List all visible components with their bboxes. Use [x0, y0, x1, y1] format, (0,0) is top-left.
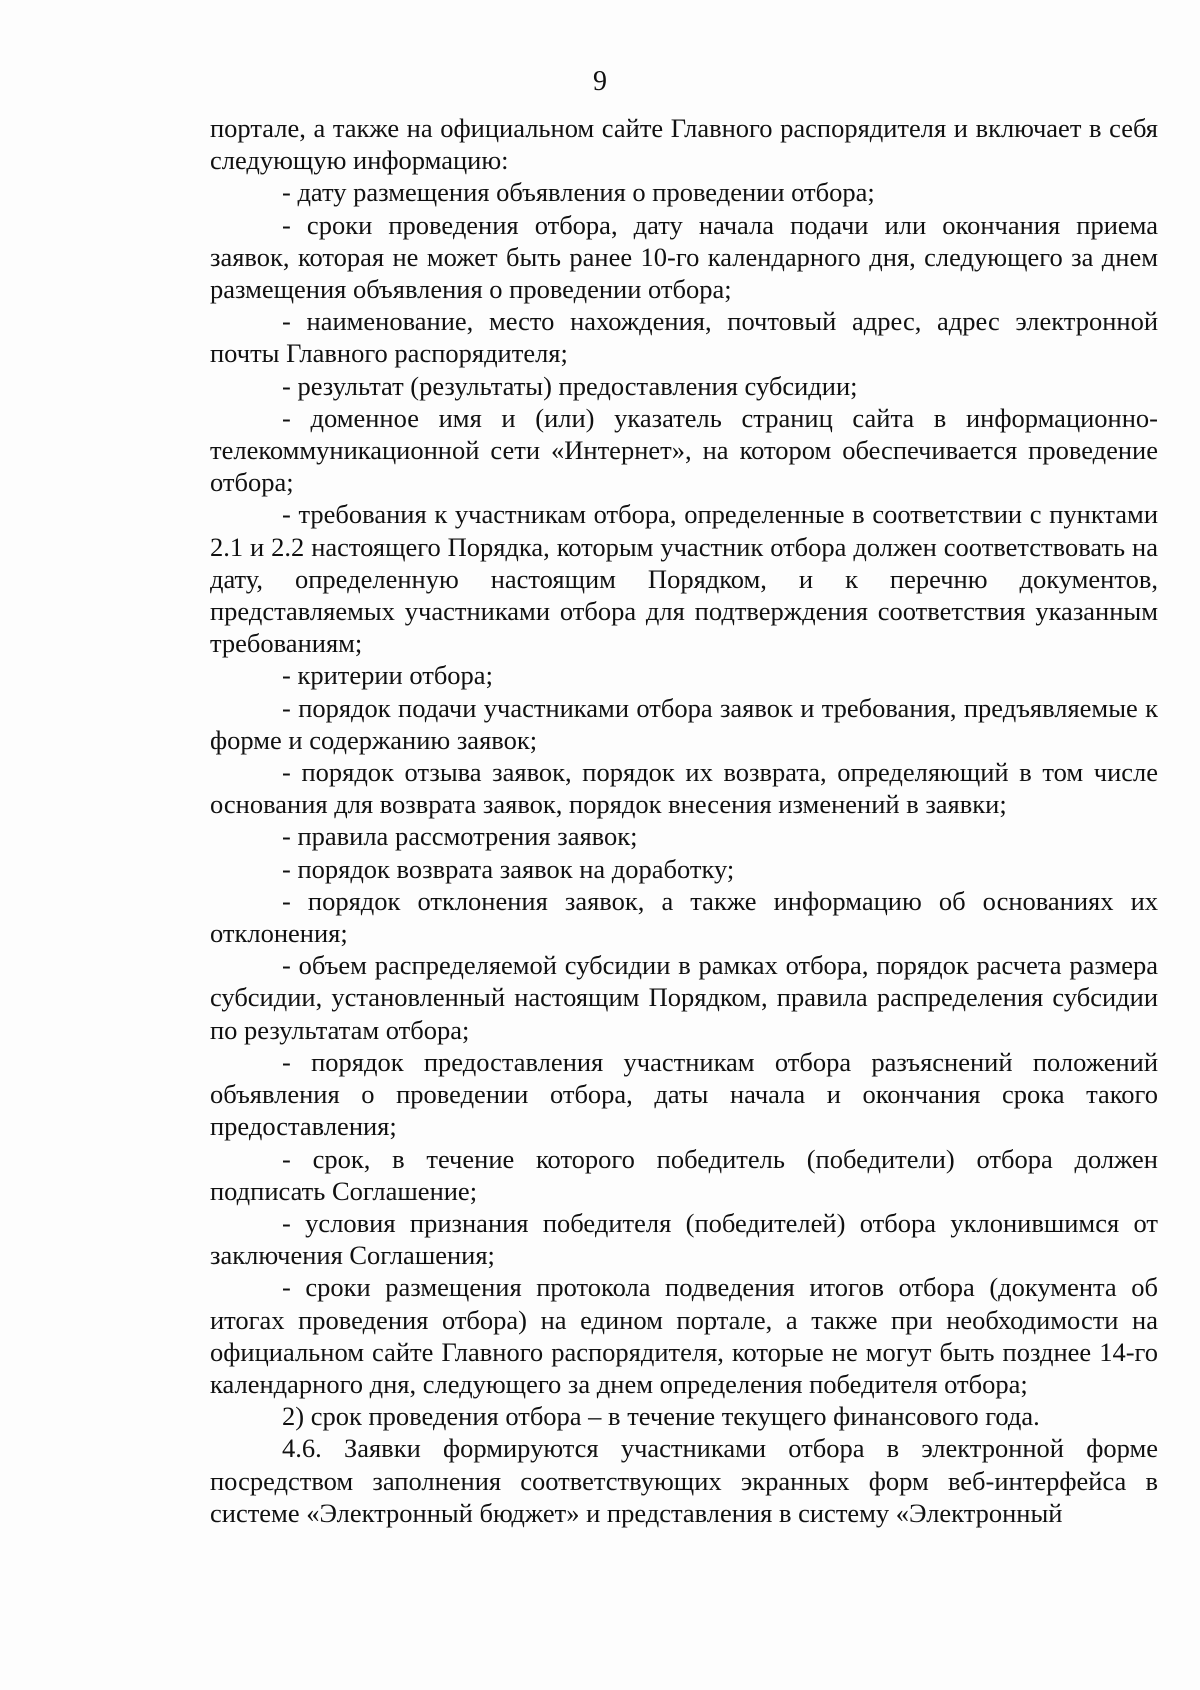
- list-item-protocol-deadline: - сроки размещения протокола подведения итогов отбора (документа об итогах проведения отбора) на едином портале, а также при необходимости на официальном сайте Главного распорядителя, которые не могут быть позднее 14-го календарного дня, следующего за днем определения победителя отбора;: [210, 1272, 1158, 1399]
- list-item-participant-requirements: - требования к участникам отбора, определенные в соответствии с пунктами 2.1 и 2.2 настоящего Порядка, которым участник отбора должен соответствовать на дату, определенную настоящим Порядком, и к перечню документов, представляемых участниками отбора для подтверждения соответствия указанным требованиям;: [210, 499, 1158, 659]
- list-item-withdrawal-procedure: - порядок отзыва заявок, порядок их возврата, определяющий в том числе основания для возврата заявок, порядок внесения изменений в заявки;: [210, 757, 1158, 820]
- list-item-evasion-conditions: - условия признания победителя (победителей) отбора уклонившимся от заключения Соглашения;: [210, 1207, 1158, 1271]
- paragraph-continuation: портале, а также на официальном сайте Главного распорядителя и включает в себя следующую информацию:: [210, 113, 1158, 176]
- list-item-clarifications: - порядок предоставления участникам отбора разъяснений положений объявления о проведении отбора, даты начала и окончания срока такого предоставления;: [210, 1046, 1158, 1142]
- paragraph-4-6: 4.6. Заявки формируются участниками отбора в электронной форме посредством заполнения соответствующих экранных форм веб-интерфейса в системе «Электронный бюджет» и представления в систему «Электронный: [210, 1433, 1158, 1528]
- document-body: [210, 112, 1158, 1529]
- list-item-rejection-procedure: - порядок отклонения заявок, а также информацию об основаниях их отклонения;: [210, 885, 1158, 949]
- list-item-signing-deadline: - срок, в течение которого победитель (победители) отбора должен подписать Соглашение;: [210, 1143, 1158, 1206]
- list-item-subsidy-volume: - объем распределяемой субсидии в рамках отбора, порядок расчета размера субсидии, установленный настоящим Порядком, правила распределения субсидии по результатам отбора;: [210, 950, 1158, 1045]
- list-item-announcement-date: - дату размещения объявления о проведении отбора;: [282, 177, 875, 208]
- list-item-name-address: - наименование, место нахождения, почтовый адрес, адрес электронной почты Главного распорядителя;: [210, 306, 1158, 369]
- list-item-submission-procedure: - порядок подачи участниками отбора заявок и требования, предъявляемые к форме и содержанию заявок;: [210, 692, 1158, 755]
- page-number: 9: [593, 66, 607, 97]
- list-item-return-procedure: - порядок возврата заявок на доработку;: [282, 853, 735, 884]
- list-item-criteria: - критерии отбора;: [282, 660, 493, 691]
- list-item-selection-terms: - сроки проведения отбора, дату начала подачи или окончания приема заявок, которая не может быть ранее 10-го календарного дня, следующего за днем размещения объявления о проведении отбора;: [210, 209, 1158, 305]
- list-item-domain-name: - доменное имя и (или) указатель страниц сайта в информационно-телекоммуникационной сети «Интернет», на котором обеспечивается проведение отбора;: [210, 402, 1158, 498]
- list-item-subsidy-result: - результат (результаты) предоставления субсидии;: [282, 370, 858, 401]
- list-item-review-rules: - правила рассмотрения заявок;: [282, 821, 638, 852]
- paragraph-item-2: 2) срок проведения отбора – в течение текущего финансового года.: [282, 1401, 1040, 1432]
